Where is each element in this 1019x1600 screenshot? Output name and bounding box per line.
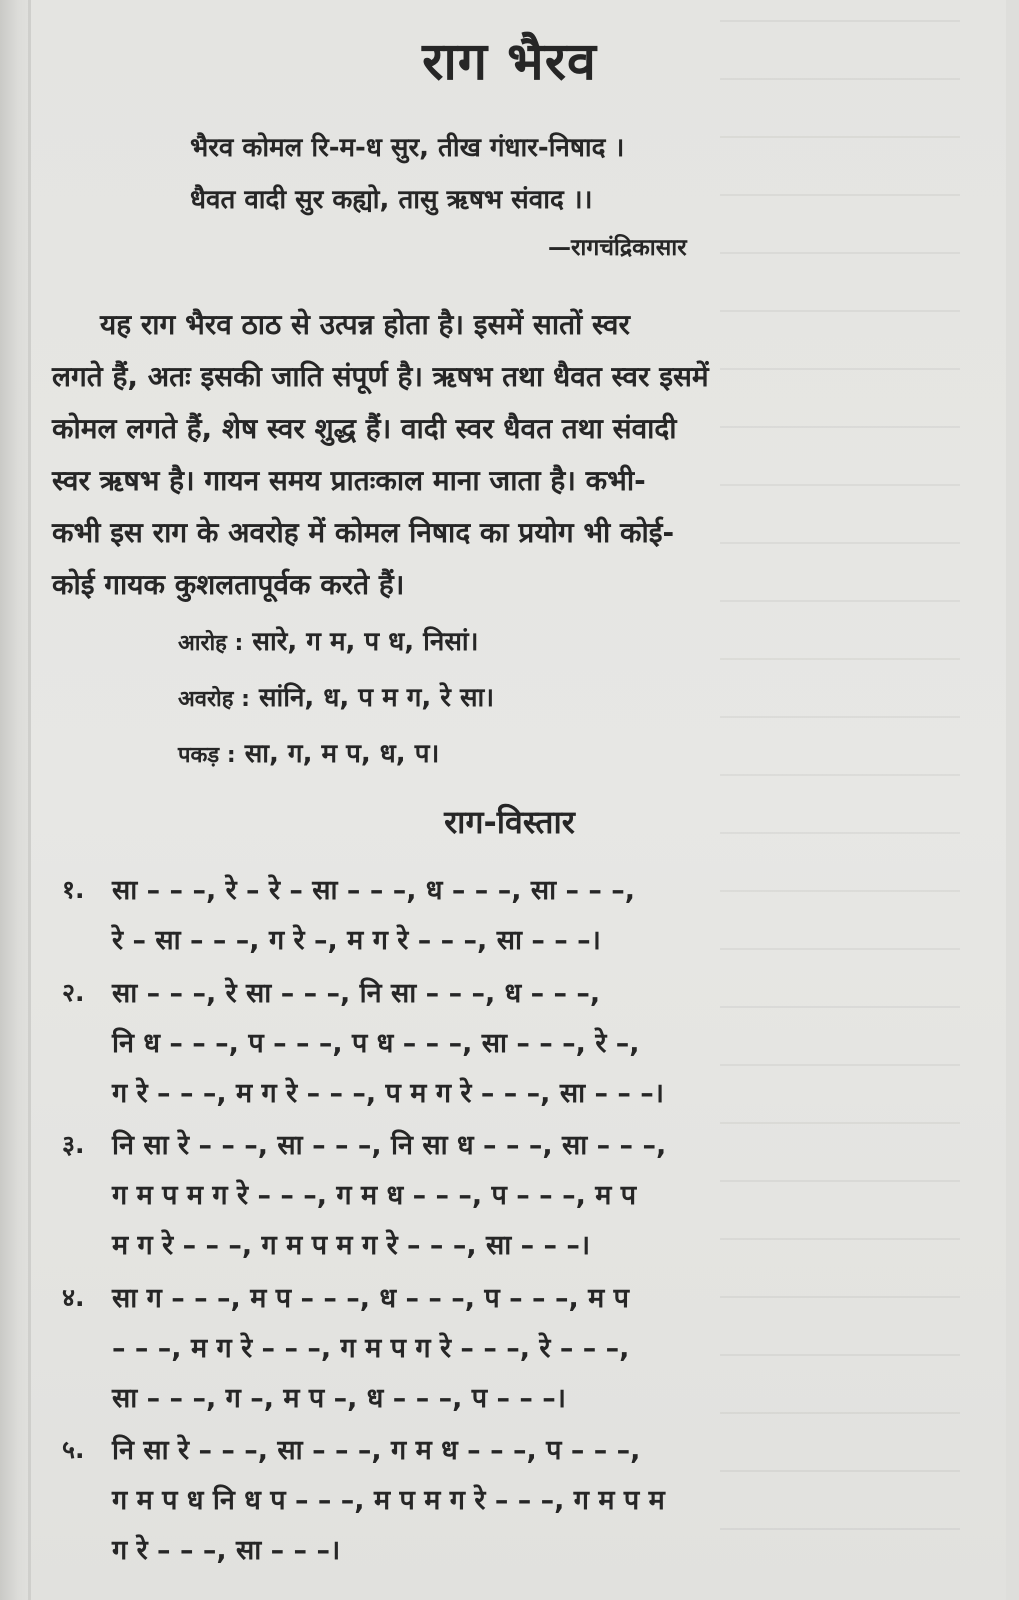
pakad-label: पकड़ : xyxy=(178,743,236,768)
avaroh-row xyxy=(178,678,494,714)
notation-line: ग रे – – –, सा – – –। xyxy=(112,1535,341,1566)
alap-number: ५. xyxy=(62,1435,85,1464)
aroh-row xyxy=(178,622,479,658)
alap-number: १. xyxy=(62,875,85,904)
notation-line: ग म प म ग रे – – –, ग म ध – – –, प – – –, म प xyxy=(112,1180,637,1211)
page-title: राग भैरव xyxy=(422,32,597,92)
pakad-value: सा, ग, म प, ध, प। xyxy=(244,739,440,769)
notation-line: सा ग – – –, म प – – –, ध – – –, प – – –, म प xyxy=(112,1283,629,1314)
verse-line-1: भैरव कोमल रि-म-ध सुर, तीख गंधार-निषाद । xyxy=(190,133,625,163)
paragraph-line-3: कोमल लगते हैं, शेष स्वर शुद्ध हैं। वादी स्वर धैवत तथा संवादी xyxy=(52,412,677,445)
aroh-value: सारे, ग म, प ध, निसां। xyxy=(252,627,479,657)
notation-line: सा – – –, रे सा – – –, नि सा – – –, ध – – –, xyxy=(112,978,601,1009)
notation-line: सा – – –, ग –, म प –, ध – – –, प – – –। xyxy=(112,1383,567,1414)
alap-number: ३. xyxy=(62,1130,85,1159)
notation-line: ग रे – – –, म ग रे – – –, प म ग रे – – –, सा – – –। xyxy=(112,1078,665,1109)
verse-source: —रागचंद्रिकासार xyxy=(548,235,687,261)
pakad-row xyxy=(178,734,439,770)
notation-line: नि ध – – –, प – – –, प ध – – –, सा – – –, रे –, xyxy=(112,1028,640,1059)
paragraph-line-4: स्वर ऋषभ है। गायन समय प्रातःकाल माना जाता है। कभी- xyxy=(52,464,646,497)
paragraph-line-2: लगते हैं, अतः इसकी जाति संपूर्ण है। ऋषभ तथा धैवत स्वर इसमें xyxy=(52,360,709,393)
notation-line: नि सा रे – – –, सा – – –, नि सा ध – – –, सा – – –, xyxy=(112,1130,667,1161)
alap-number: २. xyxy=(62,978,85,1007)
verse-line-2: धैवत वादी सुर कह्यो, तासु ऋषभ संवाद ।। xyxy=(190,185,593,215)
alap-number: ४. xyxy=(62,1283,85,1312)
notation-line: नि सा रे – – –, सा – – –, ग म ध – – –, प – – –, xyxy=(112,1435,641,1466)
paragraph-line-1: यह राग भैरव ठाठ से उत्पन्न होता है। इसमें सातों स्वर xyxy=(100,308,630,341)
paragraph-line-6: कोई गायक कुशलतापूर्वक करते हैं। xyxy=(52,568,405,601)
notation-line: म ग रे – – –, ग म प म ग रे – – –, सा – – –। xyxy=(112,1230,591,1261)
notation-line: ग म प ध नि ध प – – –, म प म ग रे – – –, ग म प म xyxy=(112,1485,665,1516)
avaroh-value: सांनि, ध, प म ग, रे सा। xyxy=(258,683,495,713)
avaroh-label: अवरोह : xyxy=(178,687,250,712)
notation-line: सा – – –, रे – रे – सा – – –, ध – – –, सा – – –, xyxy=(112,875,636,906)
section-subtitle: राग-विस्तार xyxy=(444,803,575,841)
notation-line: – – –, म ग रे – – –, ग म प ग रे – – –, रे – – –, xyxy=(112,1333,630,1364)
notation-line: रे – सा – – –, ग रे –, म ग रे – – –, सा – – –। xyxy=(112,925,601,956)
paragraph-line-5: कभी इस राग के अवरोह में कोमल निषाद का प्रयोग भी कोई- xyxy=(52,516,675,549)
aroh-label: आरोह : xyxy=(178,631,244,656)
